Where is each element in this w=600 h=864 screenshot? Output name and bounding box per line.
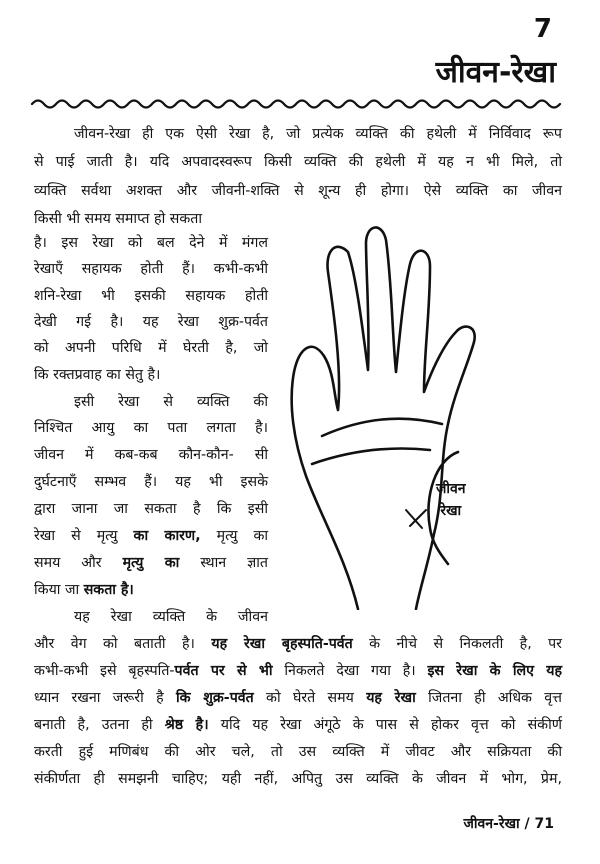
body-line: रेखाएँ सहायक होती हैं। कभी-कभी (34, 261, 268, 277)
heart-line (312, 449, 430, 464)
body-line (34, 634, 562, 654)
body-line: व्यक्ति सर्वथा अशक्त और जीवनी-शक्ति से शून्य ही होगा। ऐसे व्यक्ति का जीवन (34, 183, 562, 199)
body-line: कि रक्तप्रवाह का सेतु है। (34, 367, 161, 383)
body-line: करती हुई मणिबंध की ओर चले, तो उस व्यक्ति में जीवट और सक्रियता की (34, 744, 562, 760)
body-line: शनि-रेखा भी इसकी सहायक होती (34, 288, 268, 304)
text-run: और वेग को बताती है। (34, 636, 212, 652)
running-footer: जीवन-रेखा / 71 (463, 816, 554, 832)
life-line-label (436, 478, 466, 522)
body-line: निश्चित आयु का पता लगता है। (34, 420, 268, 436)
body-line: है। इस रेखा को बल देने में मंगल (34, 235, 268, 251)
bold-text-run: का कारण, (133, 528, 201, 544)
bold-text-run: कि शुक्र-पर्वत (175, 690, 254, 706)
text-run: किया जा (34, 582, 84, 598)
body-line: जीवन में कब-कब कौन-कौन- सी (34, 447, 268, 463)
chapter-title: जीवन-रेखा (435, 55, 556, 90)
text-run: निकलते देखा गया है। (272, 663, 428, 679)
bold-text-run: यह रेखा बृहस्पति-पर्वत (211, 636, 353, 652)
text-run: मृत्यु का (200, 528, 269, 544)
body-line: द्वारा जाना जा सकता है कि इसी (34, 501, 268, 517)
figure-label-line: जीवन (436, 481, 466, 497)
text-run: के नीचे से निकलती है, पर (352, 636, 562, 652)
figure-label-line: रेखा (440, 503, 462, 519)
text-run: कभी-कभी इसे बृहस्पति- (34, 663, 175, 679)
text-run: बनाती है, उतना ही (34, 717, 165, 733)
head-line (322, 419, 442, 436)
bold-text-run: श्रेष्ठ है। (164, 717, 209, 733)
chapter-number: 7 (533, 14, 552, 44)
text-run: समय और (34, 555, 123, 571)
bold-text-run: सकता है। (83, 582, 134, 598)
text-run: ध्यान रखना जरूरी है (34, 690, 176, 706)
palm-illustration (282, 214, 578, 610)
body-line: दुर्घटनाएँ सम्भव हैं। यह भी इसके (34, 474, 268, 490)
text-run: स्थान ज्ञात (179, 555, 268, 571)
body-line: यह रेखा व्यक्ति के जीवन (74, 609, 268, 625)
body-line: देखी गई है। यह रेखा शुक्र-पर्वत (34, 314, 268, 330)
text-run: यदि यह रेखा अंगूठे के पास से होकर वृत्त को संकीर्ण (208, 717, 562, 733)
body-line: को अपनी परिधि में घेरती है, जो (34, 340, 268, 356)
text-run: जितना ही अधिक वृत्त (415, 690, 562, 706)
body-line (34, 661, 562, 681)
body-line (34, 715, 562, 735)
break-mark (406, 510, 426, 528)
bold-text-run: यह रेखा (366, 690, 416, 706)
body-line: से पाई जाती है। यदि अपवादस्वरूप किसी व्यक्ति की हथेली में यह न भी मिले, तो (34, 154, 562, 170)
body-line (34, 688, 562, 708)
body-line: संकीर्णता ही समझनी चाहिए; यही नहीं, अपितु उस व्यक्ति के जीवन में भोग, प्रेम, (34, 771, 562, 787)
body-line: किसी भी समय समाप्त हो सकता (34, 211, 202, 227)
body-line: जीवन-रेखा ही एक ऐसी रेखा है, जो प्रत्येक व्यक्ति की हथेली में निर्विवाद रूप (74, 126, 562, 142)
text-run: को घेरते समय (253, 690, 367, 706)
text-run: रेखा से मृत्यु (34, 528, 134, 544)
decorative-wave-divider (30, 96, 562, 112)
bold-text-run: इस रेखा के लिए यह (427, 663, 562, 679)
body-line (34, 526, 268, 546)
bold-text-run: मृत्यु का (122, 555, 180, 571)
body-line (34, 553, 268, 573)
body-line (34, 580, 268, 600)
bold-text-run: पर्वत पर से भी (174, 663, 273, 679)
body-line: इसी रेखा से व्यक्ति की (74, 394, 268, 410)
